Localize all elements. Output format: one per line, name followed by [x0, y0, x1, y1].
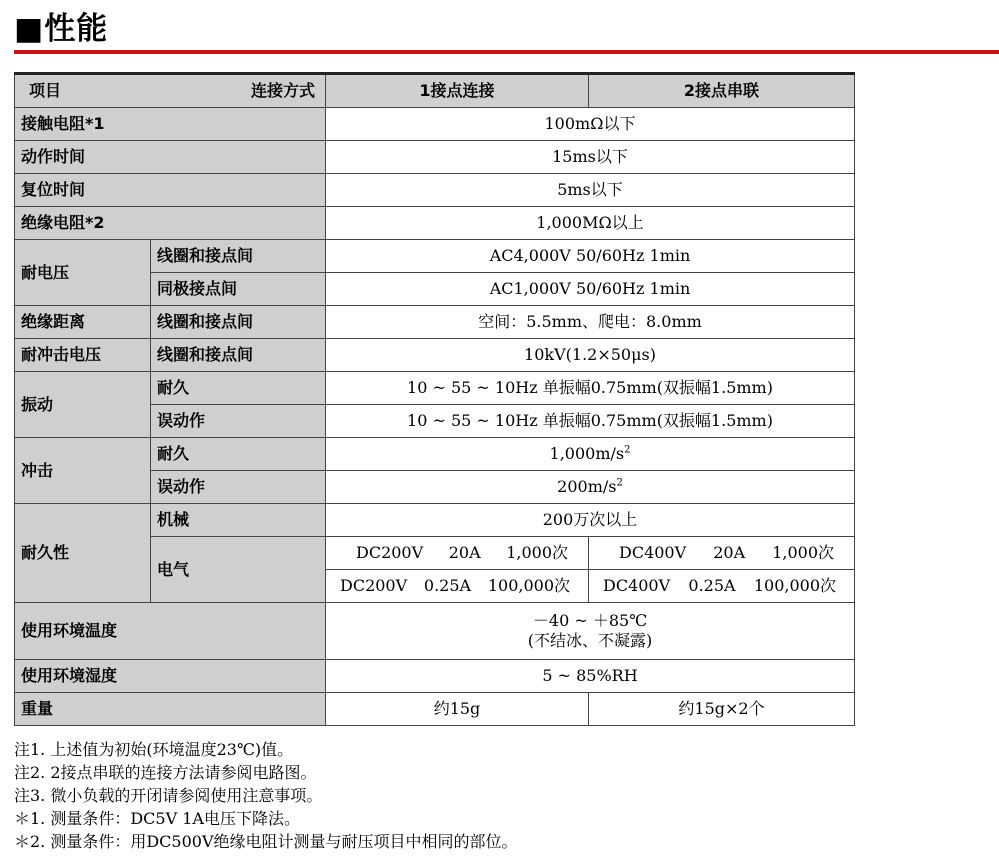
- sub-label-mechanical: 机械: [151, 504, 326, 537]
- table-row: [15, 174, 855, 207]
- row-label-insulation-resistance: 绝缘电阻*2: [15, 207, 326, 240]
- table-row: [15, 660, 855, 693]
- table-row: [15, 693, 855, 726]
- electrical-row2-col1: DC200V 0.25A 100,000次: [326, 570, 589, 603]
- sub-label-shock-malfunction: 误动作: [151, 471, 326, 504]
- table-row: [15, 504, 855, 537]
- footnotes: [14, 738, 518, 853]
- sub-label-electrical: 电气: [151, 537, 326, 603]
- electrical-row1-col2: DC400V 20A 1,000次: [589, 537, 855, 570]
- vibration-durability-value: 10 ~ 55 ~ 10Hz 单振幅0.75mm(双振幅1.5mm): [326, 372, 855, 405]
- row-label-ambient-temp: 使用环境温度: [15, 603, 326, 660]
- sub-label-coil-contact: 线圈和接点间: [151, 240, 326, 273]
- sub-label-vibration-durability: 耐久: [151, 372, 326, 405]
- insulation-distance-value: 空间：5.5mm、爬电：8.0mm: [326, 306, 855, 339]
- row-label-vibration: 振动: [15, 372, 151, 438]
- table-header-row: [15, 74, 855, 108]
- sub-label-shock-durability: 耐久: [151, 438, 326, 471]
- contact-resistance-value: 100mΩ以下: [326, 108, 855, 141]
- row-label-shock: 冲击: [15, 438, 151, 504]
- table-row: [15, 207, 855, 240]
- row-label-endurance: 耐久性: [15, 504, 151, 603]
- row-label-dielectric: 耐电压: [15, 240, 151, 306]
- footnote-star-1: ＊1. 测量条件：DC5V 1A电压下降法。: [14, 809, 300, 828]
- table-row: [15, 372, 855, 405]
- header-method-label: 连接方式: [250, 81, 315, 100]
- header-col1: 1接点连接: [326, 74, 589, 108]
- row-label-surge: 耐冲击电压: [15, 339, 151, 372]
- vibration-malfunction-value: 10 ~ 55 ~ 10Hz 单振幅0.75mm(双振幅1.5mm): [326, 405, 855, 438]
- sub-label-vibration-malfunction: 误动作: [151, 405, 326, 438]
- note-2: 注2. 2接点串联的连接方法请参阅电路图。: [14, 763, 317, 782]
- table-row: [15, 240, 855, 273]
- section-title: ■性能: [14, 11, 109, 47]
- note-1: 注1. 上述值为初始(环境温度23℃)值。: [14, 740, 294, 759]
- row-label-contact-resistance: 接触电阻*1: [15, 108, 326, 141]
- weight-col2-value: 约15g×2个: [589, 693, 855, 726]
- footnote-star-2: ＊2. 测量条件：用DC500V绝缘电阻计测量与耐压项目中相同的部位。: [14, 832, 518, 851]
- header-item-method: [15, 74, 326, 108]
- table-row: [15, 603, 855, 660]
- release-time-value: 5ms以下: [326, 174, 855, 207]
- sub-label-same-pole: 同极接点间: [151, 273, 326, 306]
- row-label-release-time: 复位时间: [15, 174, 326, 207]
- row-label-operate-time: 动作时间: [15, 141, 326, 174]
- title-underline: [14, 50, 999, 54]
- ambient-humidity-value: 5 ~ 85%RH: [326, 660, 855, 693]
- table-row: [15, 306, 855, 339]
- note-3: 注3. 微小负载的开闭请参阅使用注意事项。: [14, 786, 323, 805]
- weight-col1-value: 约15g: [326, 693, 589, 726]
- sub-label-surge: 线圈和接点间: [151, 339, 326, 372]
- row-label-ambient-humidity: 使用环境湿度: [15, 660, 326, 693]
- insulation-resistance-value: 1,000MΩ以上: [326, 207, 855, 240]
- row-label-weight: 重量: [15, 693, 326, 726]
- dielectric-coil-contact-value: AC4,000V 50/60Hz 1min: [326, 240, 855, 273]
- row-label-insulation-distance: 绝缘距离: [15, 306, 151, 339]
- table-row: [15, 141, 855, 174]
- table-row: [15, 438, 855, 471]
- surge-value: 10kV(1.2×50μs): [326, 339, 855, 372]
- dielectric-same-pole-value: AC1,000V 50/60Hz 1min: [326, 273, 855, 306]
- operate-time-value: 15ms以下: [326, 141, 855, 174]
- performance-table: [14, 72, 855, 726]
- header-item-label: 项目: [29, 81, 62, 100]
- table-row: [15, 339, 855, 372]
- shock-durability-value: $1,000m/s^2$: [326, 438, 855, 471]
- electrical-row1-col1: DC200V 20A 1,000次: [326, 537, 589, 570]
- sub-label-insulation-distance: 线圈和接点间: [151, 306, 326, 339]
- shock-malfunction-value: $200m/s^2$: [326, 471, 855, 504]
- electrical-row2-col2: DC400V 0.25A 100,000次: [589, 570, 855, 603]
- table-row: [15, 108, 855, 141]
- ambient-temp-value: －40 ~ ＋85℃ (不结冰、不凝露): [326, 603, 855, 660]
- mechanical-endurance-value: 200万次以上: [326, 504, 855, 537]
- header-col2: 2接点串联: [589, 74, 855, 108]
